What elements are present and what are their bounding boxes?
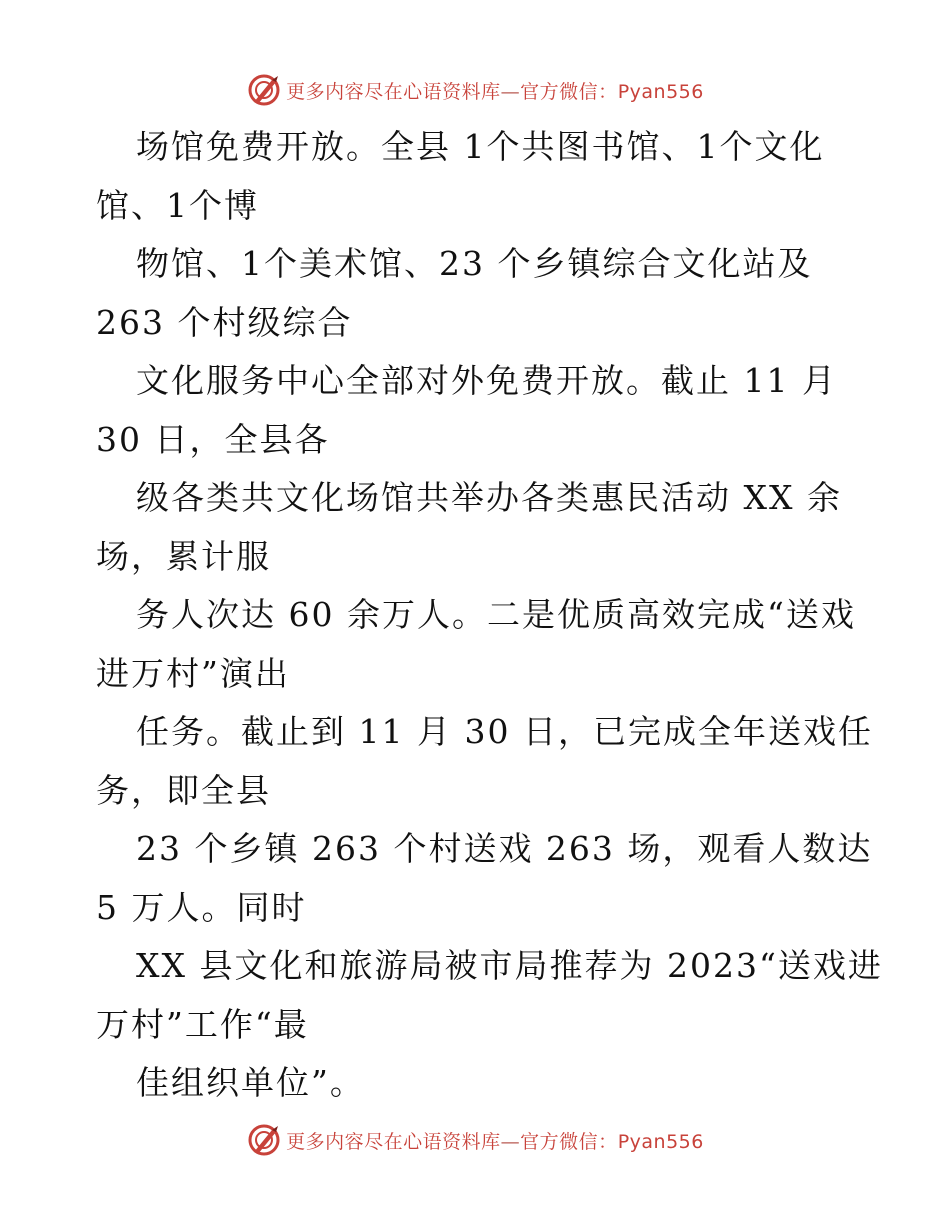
header-banner xyxy=(0,70,950,110)
text-line: 任务。截止到 11 月 30 日，已完成全年送戏任 xyxy=(136,712,873,751)
text-line: 级各类共文化场馆共举办各类惠民活动 XX 余 xyxy=(136,478,842,517)
text-line: 263 个村级综合 xyxy=(96,302,353,342)
footer-separator: — xyxy=(500,1130,521,1153)
text-line: 万村”工作“最 xyxy=(96,1004,309,1044)
text-line: 务人次达 60 余万人。二是优质高效完成“送戏 xyxy=(136,595,856,634)
text-line: 文化服务中心全部对外免费开放。截止 11 月 xyxy=(136,361,837,400)
text-line: 23 个乡镇 263 个村送戏 263 场，观看人数达 xyxy=(136,829,873,868)
header-text xyxy=(286,77,704,104)
header-separator: — xyxy=(500,80,521,103)
footer-banner xyxy=(0,1120,950,1160)
footer-wechat-label: 官方微信： xyxy=(520,1130,618,1153)
header-main-text: 更多内容尽在心语资料库 xyxy=(286,80,501,103)
header-wechat-label: 官方微信： xyxy=(520,80,618,103)
header-wechat-id: Pyan556 xyxy=(617,80,704,103)
document-body xyxy=(96,118,883,1113)
text-line: 佳组织单位”。 xyxy=(136,1063,365,1102)
text-line: 5 万人。同时 xyxy=(96,887,307,927)
footer-main-text: 更多内容尽在心语资料库 xyxy=(286,1130,501,1153)
footer-wechat-id: Pyan556 xyxy=(617,1130,704,1153)
text-line: 30 日，全县各 xyxy=(96,419,330,459)
quill-logo-icon xyxy=(246,1122,282,1158)
text-line: 馆、1个博 xyxy=(96,185,259,225)
text-line: 场馆免费开放。全县 1个共图书馆、1个文化 xyxy=(136,127,825,166)
text-line: 场，累计服 xyxy=(96,536,271,576)
footer-text xyxy=(286,1127,704,1154)
text-line: XX 县文化和旅游局被市局推荐为 2023“送戏进 xyxy=(136,946,883,985)
text-line: 物馆、1个美术馆、23 个乡镇综合文化站及 xyxy=(136,244,813,283)
quill-logo-icon xyxy=(246,72,282,108)
text-line: 务，即全县 xyxy=(96,770,271,810)
text-line: 进万村”演出 xyxy=(96,653,290,693)
